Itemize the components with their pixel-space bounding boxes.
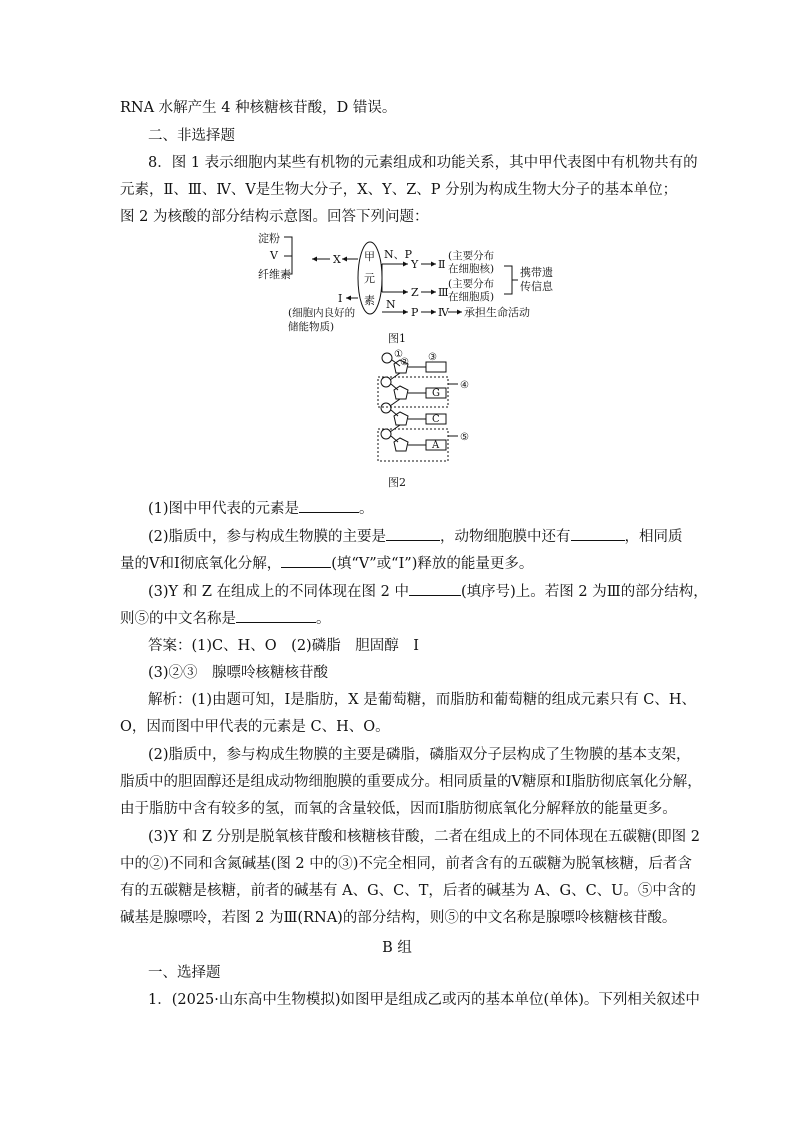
explanation-line-9: 碱基是腺嘌呤，若图 2 为Ⅲ(RNA)的部分结构，则⑤的中文名称是腺嘌呤核糖核苷酸。 [120,910,677,926]
fig2-base-a: A [432,440,440,451]
fig2-label-3: ③ [428,352,437,363]
fig1-jia-char-2: 元 [364,272,375,285]
subquestion-2-text-a: (2)脂质中，参与构成生物膜的主要是 [148,529,387,545]
fig2-label-2: ② [400,357,409,368]
figure-1-diagram [250,226,570,346]
fig1-iv-label: Ⅳ [438,306,449,319]
subquestion-1-text: (1)图中甲代表的元素是 [148,501,300,517]
subquestion-2-line-1 [148,526,683,547]
figure-1-caption: 图1 [388,332,406,345]
subquestion-3-line-1 [148,581,708,602]
figure-2-caption: 图2 [388,476,406,489]
subquestion-1-end: 。 [359,501,374,517]
fig1-i-label: Ⅰ [338,292,343,305]
explanation-line-7: 中的②)不同和含氮碱基(图 2 中的③)不完全相同，前者含有的五碳糖为脱氧核糖，后者含 [120,856,692,872]
subquestion-3-text-d: 。 [316,611,331,627]
answer-line-1 [148,636,419,656]
fig2-label-4: ④ [460,380,469,391]
subquestion-2-text-e: (填“Ⅴ”或“Ⅰ”)释放的能量更多。 [331,556,534,572]
explanation-line-1: 解析：(1)由题可知，Ⅰ是脂肪，X 是葡萄糖，而脂肪和葡萄糖的组成元素只有 C、H、 [148,692,697,708]
section-heading-2: 一、选择题 [148,965,221,981]
fig1-x-label: X [333,253,341,266]
subquestion-2-text-c: ，相同质 [624,529,683,545]
fig1-ii-label: Ⅱ [438,258,446,271]
question-8-line-3: 图 2 为核酸的部分结构示意图。回答下列问题： [120,209,429,225]
fig1-function-line-1: 携带遗 [520,266,553,279]
fig1-jia-char-3: 素 [364,294,375,307]
subquestion-3-line-2 [120,608,331,629]
answer-line-2: (3)②③ 腺嘌呤核糖核苷酸 [148,665,329,681]
subquestion-2-text-b: ，动物细胞膜中还有 [440,529,571,545]
explanation-line-6: (3)Y 和 Z 分别是脱氧核苷酸和核糖核苷酸，二者在组成上的不同体现在五碳糖(即图 2 [148,829,701,845]
fig1-i-note-2: 储能物质) [288,321,335,333]
group-b-question-1: 1．(2025·山东高中生物模拟)如图甲是组成乙或丙的基本单位(单体)。下列相关叙述中 [148,992,700,1008]
answer-blank [236,608,316,623]
fig1-jia-char-1: 甲 [364,250,375,263]
fig1-np-label: N、P [384,248,413,261]
fig1-y-label: Y [411,258,419,271]
section-heading: 二、非选择题 [148,128,235,144]
fig1-iii-label: Ⅲ [438,286,449,299]
fig1-p-label: P [411,306,419,319]
fig1-iv-function: 承担生命活动 [464,306,530,319]
fig2-base-c: C [432,414,440,425]
fig1-iii-note-1: (主要分布 [448,278,495,290]
explanation-line-8: 有的五碳糖是核糖，前者的碱基有 A、G、C、T，后者的碱基为 A、G、C、U。⑤中含的 [120,883,696,899]
subquestion-3-text-b: (填序号)上。若图 2 为Ⅲ的部分结构， [460,584,708,600]
explanation-line-3: (2)脂质中，参与构成生物膜的主要是磷脂，磷脂双分子层构成了生物膜的基本支架， [148,747,691,763]
subquestion-2-text-d: 量的Ⅴ和Ⅰ彻底氧化分解， [120,556,282,572]
fig1-z-label: Z [411,286,419,299]
answer-blank [386,526,440,541]
subquestion-3-text-c: 则⑤的中文名称是 [120,611,236,627]
fig2-label-1: ① [394,349,403,360]
subquestion-2-line-2 [120,553,533,574]
subquestion-1 [148,498,374,519]
answer-blank [571,526,625,541]
explanation-line-4: 脂质中的胆固醇还是组成动物细胞膜的重要成分。相同质量的Ⅴ糖原和Ⅰ脂肪彻底氧化分解， [120,774,702,790]
fig1-starch-label: 淀粉 [258,232,280,245]
fig1-v-label: Ⅴ [270,249,278,262]
fig1-cellulose-label: 纤维素 [258,268,291,281]
fig2-base-g: G [432,388,440,399]
fig1-ii-note-1: (主要分布 [448,250,495,262]
subquestion-3-text-a: (3)Y 和 Z 在组成上的不同体现在图 2 中 [148,584,409,600]
answer-text-1: (1)C、H、O (2)磷脂 胆固醇 Ⅰ [191,638,419,654]
answer-blank [409,581,461,596]
fig1-iii-note-2: 在细胞质) [448,291,495,303]
figure-2-diagram [370,348,490,470]
question-8-line-1: 8．图 1 表示细胞内某些有机物的元素组成和功能关系，其中甲代表图中有机物共有的 [148,155,698,171]
fig1-i-note-1: (细胞内良好的 [288,307,356,319]
question-8-line-2: 元素，Ⅱ、Ⅲ、Ⅳ、Ⅴ是生物大分子，X、Y、Z、P 分别为构成生物大分子的基本单位； [120,182,678,198]
explanation-line-2: O，因而图中甲代表的元素是 C、H、O。 [120,719,390,735]
explanation-line-5: 由于脂肪中含有较多的氢，而氧的含量较低，因而Ⅰ脂肪彻底氧化分解释放的能量更多。 [120,801,677,817]
answer-blank [281,553,331,568]
group-b-heading: B 组 [382,940,412,956]
answer-label: 答案： [148,638,192,654]
fig1-ii-note-2: 在细胞核) [448,263,495,275]
text-line: RNA 水解产生 4 种核糖核苷酸，D 错误。 [120,100,397,116]
fig1-n-label: N [386,298,396,311]
fig1-function-line-2: 传信息 [520,280,553,293]
answer-blank [299,498,359,513]
fig2-label-5: ⑤ [460,432,469,443]
